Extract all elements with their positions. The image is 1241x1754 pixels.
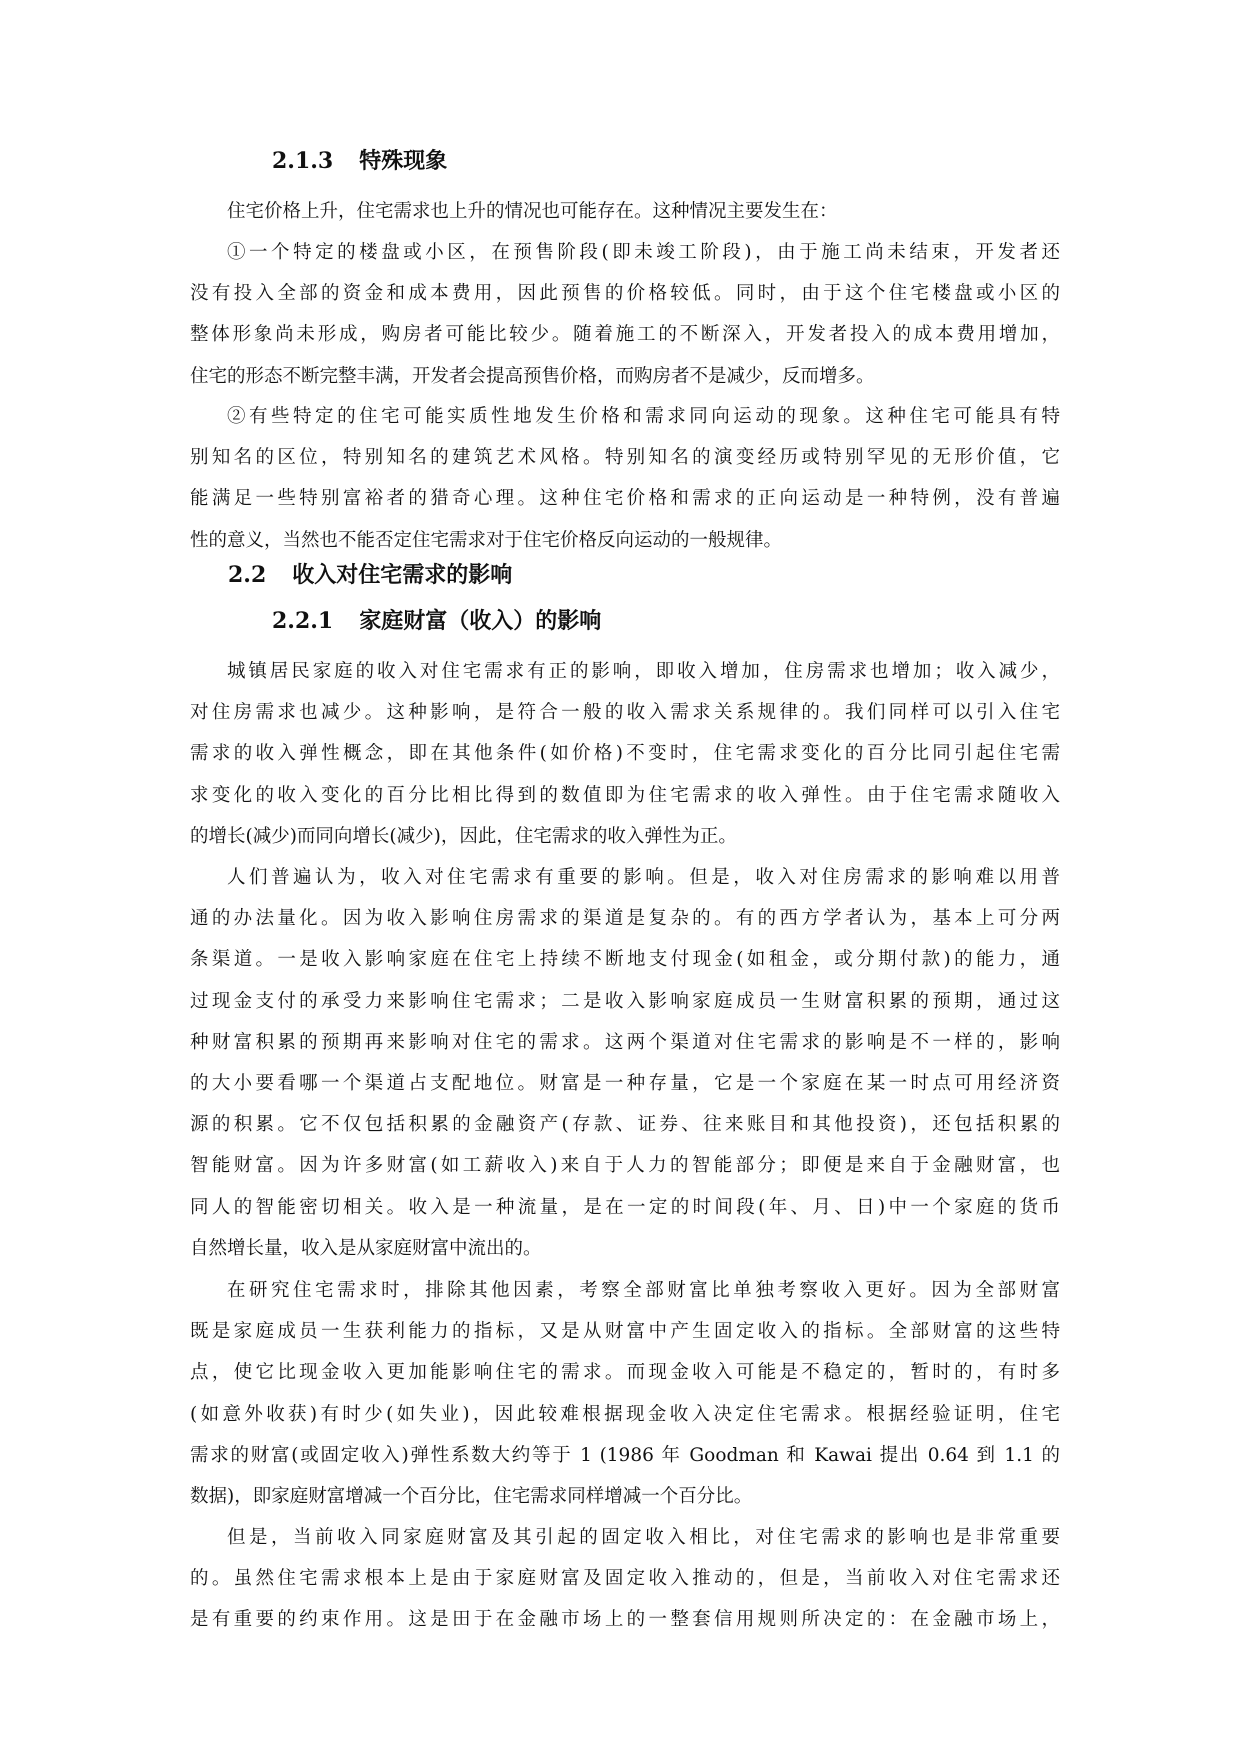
text-line: 求变化的收入变化的百分比相比得到的数值即为住宅需求的收入弹性。由于住宅需求随收入: [190, 784, 1060, 806]
text-line: 住宅的形态不断完整丰满，开发者会提高预售价格，而购房者不是减少，反而增多。: [190, 365, 875, 387]
paragraph-income-channels: [190, 857, 1060, 1269]
text-line: 的大小要看哪一个渠道占支配地位。财富是一种存量，它是一个家庭在某一时点可用经济资: [190, 1072, 1060, 1094]
text-line: 数据)，即家庭财富增减一个百分比，住宅需求同样增减一个百分比。: [190, 1485, 753, 1507]
text-line: 城镇居民家庭的收入对住宅需求有正的影响，即收入增加，住房需求也增加；收入减少，: [227, 661, 1060, 682]
text-line: 同人的智能密切相关。收入是一种流量，是在一定的时间段(年、月、日)中一个家庭的货币: [190, 1196, 1060, 1218]
text-line: 点，使它比现金收入更加能影响住宅的需求。而现金收入可能是不稳定的，暂时的，有时多: [190, 1362, 1060, 1384]
text-line: 需求的收入弹性概念，即在其他条件(如价格)不变时，住宅需求变化的百分比同引起住宅需: [190, 743, 1060, 765]
heading-2-2: [228, 560, 512, 590]
text-line: 没有投入全部的资金和成本费用，因此预售的价格较低。同时，由于这个住宅楼盘或小区的: [190, 283, 1060, 305]
text-line: 过现金支付的承受力来影响住宅需求；二是收入影响家庭成员一生财富积累的预期，通过这: [190, 990, 1060, 1012]
text-line: 智能财富。因为许多财富(如工薪收入)来自于人力的智能部分；即便是来自于金融财富，也: [190, 1155, 1060, 1177]
text-line: 种财富积累的预期再来影响对住宅的需求。这两个渠道对住宅需求的影响是不一样的，影响: [190, 1031, 1060, 1053]
heading-2-1-3: [272, 146, 447, 176]
text-line: 但是，当前收入同家庭财富及其引起的固定收入相比，对住宅需求的影响也是非常重要: [227, 1527, 1060, 1548]
text-line: 需求的财富(或固定收入)弹性系数大约等于 1 (1986 年 Goodman 和 Kawai 提出 0.64 到 1.1 的: [190, 1444, 1060, 1466]
text-line: 条渠道。一是收入影响家庭在住宅上持续不断地支付现金(如租金，或分期付款)的能力，通: [190, 949, 1060, 971]
text-line: 是有重要的约束作用。这是田于在金融市场上的一整套信用规则所决定的：在金融市场上，: [190, 1609, 1060, 1631]
text-line: 通的办法量化。因为收入影响住房需求的渠道是复杂的。有的西方学者认为，基本上可分两: [190, 908, 1060, 930]
text-line: 整体形象尚未形成，购房者可能比较少。随着施工的不断深入，开发者投入的成本费用增加，: [190, 324, 1060, 346]
paragraph-case-2: [190, 396, 1060, 561]
text-line: 能满足一些特别富裕者的猎奇心理。这种住宅价格和需求的正向运动是一种特例，没有普遍: [190, 488, 1060, 510]
text-line: 性的意义，当然也不能否定住宅需求对于住宅价格反向运动的一般规律。: [190, 529, 783, 551]
section-title: 收入对住宅需求的影响: [292, 562, 513, 588]
section-number: 2.1.3: [272, 148, 334, 174]
paragraph-wealth-vs-income: [190, 1270, 1060, 1517]
paragraph-case-1: [190, 232, 1060, 397]
section-title: 特殊现象: [359, 148, 448, 174]
text-line: 人们普遍认为，收入对住宅需求有重要的影响。但是，收入对住房需求的影响难以用普: [227, 867, 1060, 888]
paragraph-income-elasticity: [190, 651, 1060, 857]
section-title: 家庭财富（收入）的影响: [359, 608, 602, 634]
text-line: (如意外收获)有时少(如失业)，因此较难根据现金收入决定住宅需求。根据经验证明，住宅: [190, 1403, 1060, 1425]
text-line: 的增长(减少)而同向增长(减少)，因此，住宅需求的收入弹性为正。: [190, 825, 737, 847]
text-line: 别知名的区位，特别知名的建筑艺术风格。特别知名的演变经历或特别罕见的无形价值，它: [190, 447, 1060, 469]
paragraph-intro: [190, 191, 1060, 232]
text-line: 对住房需求也减少。这种影响，是符合一般的收入需求关系规律的。我们同样可以引入住宅: [190, 702, 1060, 724]
text-line: 在研究住宅需求时，排除其他因素，考察全部财富比单独考察收入更好。因为全部财富: [227, 1280, 1060, 1301]
paragraph-current-income: [190, 1517, 1060, 1641]
heading-2-2-1: [272, 606, 601, 636]
text-line: 既是家庭成员一生获利能力的指标，又是从财富中产生固定收入的指标。全部财富的这些特: [190, 1321, 1060, 1343]
text-line: 住宅价格上升，住宅需求也上升的情况也可能存在。这种情况主要发生在：: [227, 201, 838, 222]
text-line: ①一个特定的楼盘或小区，在预售阶段(即未竣工阶段)，由于施工尚未结束，开发者还: [227, 242, 1060, 263]
text-line: 源的积累。它不仅包括积累的金融资产(存款、证券、往来账目和其他投资)，还包括积累的: [190, 1114, 1060, 1136]
text-line: ②有些特定的住宅可能实质性地发生价格和需求同向运动的现象。这种住宅可能具有特: [227, 406, 1060, 427]
text-line: 自然增长量，收入是从家庭财富中流出的。: [190, 1237, 542, 1259]
section-number: 2.2: [228, 562, 267, 588]
text-line: 的。虽然住宅需求根本上是由于家庭财富及固定收入推动的，但是，当前收入对住宅需求还: [190, 1568, 1060, 1590]
section-number: 2.2.1: [272, 608, 334, 634]
